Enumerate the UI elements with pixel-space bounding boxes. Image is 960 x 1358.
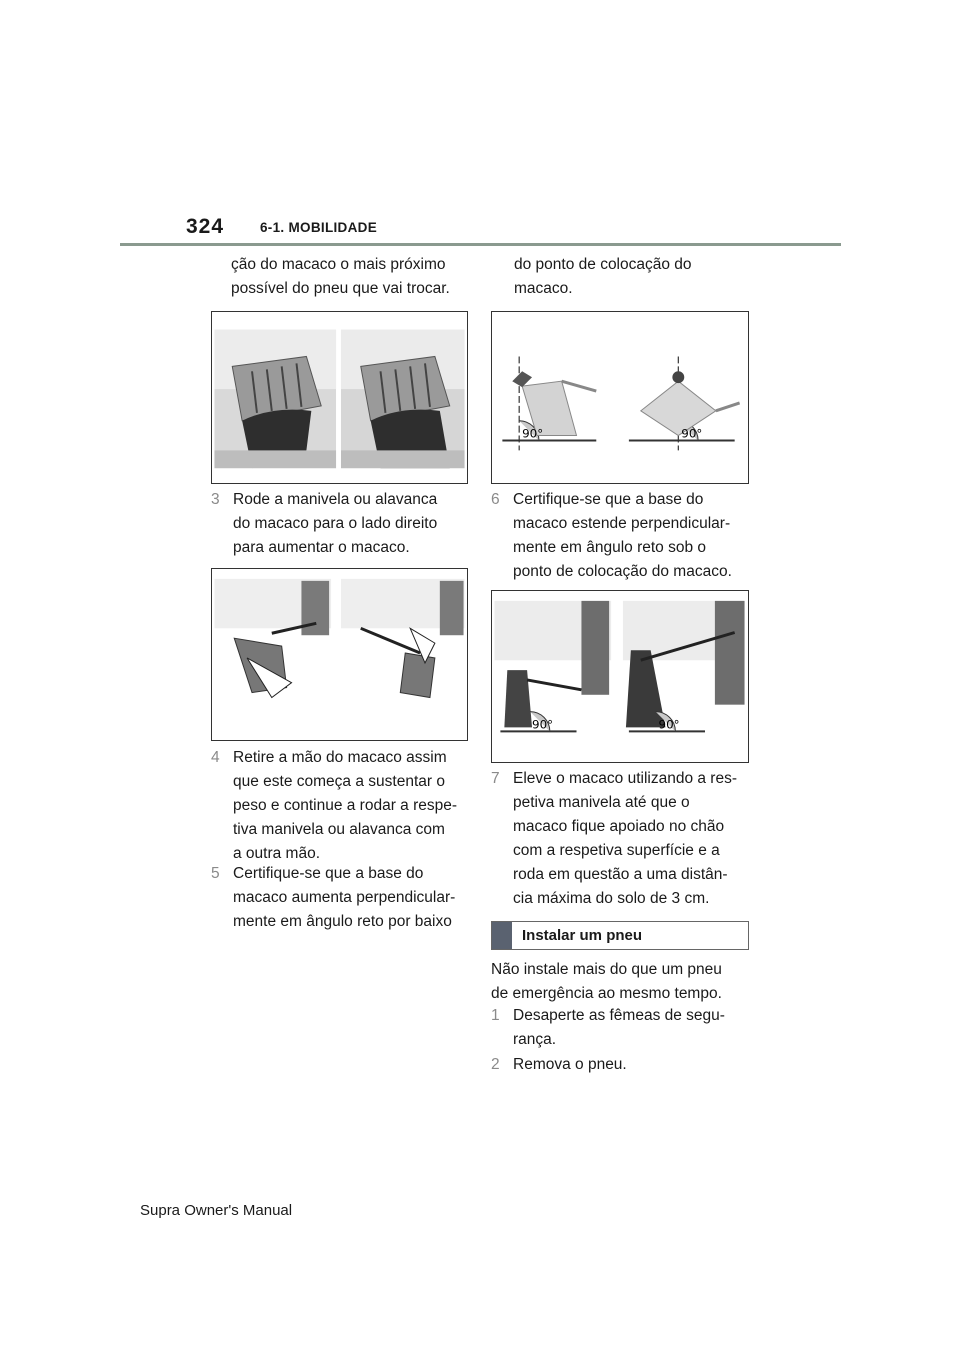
install-intro: Não instale mais do que um pneu de emergência ao mesmo tempo. bbox=[491, 961, 722, 1002]
angle-label: 90° bbox=[522, 426, 544, 441]
step-4: 4 Retire a mão do macaco assim que este começa a sustentar o peso e continue a rodar a respe- tiva manivela ou alavanca com a outra mão. bbox=[211, 749, 458, 862]
angle-label: 90° bbox=[658, 717, 680, 732]
page-number: 324 bbox=[186, 215, 225, 238]
step-5: 5 Certifique-se que a base do macaco aumenta perpendicular- mente em ângulo reto por baixo bbox=[211, 865, 456, 930]
step-6: 6 Certifique-se que a base do macaco estende perpendicular- mente em ângulo reto sob o ponto de colocação do macaco. bbox=[491, 491, 732, 580]
step-7: 7 Eleve o macaco utilizando a res- petiva manivela até que o macaco fique apoiado no chão com a respetiva superfície e a roda em questão a uma distân- cia máxima do solo de 3 cm. bbox=[491, 770, 738, 907]
footer-manual-title: Supra Owner's Manual bbox=[140, 1202, 293, 1219]
figure-jack-90-degree bbox=[491, 311, 749, 484]
header-divider bbox=[120, 243, 841, 246]
figure-jack-under-car bbox=[491, 590, 749, 763]
figure-jack-positioning bbox=[211, 311, 468, 484]
section-title: 6-1. MOBILIDADE bbox=[260, 220, 378, 235]
angle-label: 90° bbox=[681, 426, 703, 441]
section-heading-install-tire: Instalar um pneu bbox=[491, 921, 749, 950]
left-continuation-text: ção do macaco o mais próximo possível do pneu que vai trocar. bbox=[231, 256, 450, 297]
install-step-2: 2 Remova o pneu. bbox=[491, 1056, 627, 1073]
heading-accent-bar bbox=[492, 922, 512, 949]
angle-label: 90° bbox=[532, 717, 554, 732]
step-3: 3 Rode a manivela ou alavanca do macaco para o lado direito para aumentar o macaco. bbox=[211, 491, 438, 556]
figure-crank-jack bbox=[211, 568, 468, 741]
install-step-1: 1 Desaperte as fêmeas de segu- rança. bbox=[491, 1007, 725, 1048]
right-continuation-text: do ponto de colocação do macaco. bbox=[514, 256, 692, 297]
